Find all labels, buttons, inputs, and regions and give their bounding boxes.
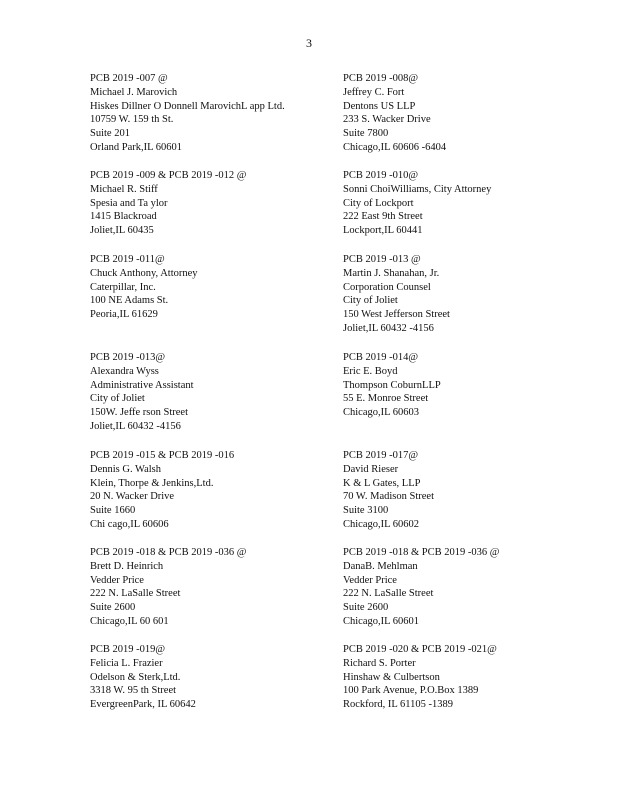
entry-address-line: 222 East 9th Street (343, 211, 423, 223)
service-list (90, 72, 530, 723)
entry-docket-line: PCB 2019 -019@ (90, 644, 166, 655)
entry-address-line: Joliet,IL 60432 -4156 (90, 420, 181, 432)
service-entry (90, 72, 343, 169)
service-entry (343, 546, 530, 643)
entry-address-line: Suite 7800 (343, 128, 389, 140)
entry-address-line: 233 S. Wacker Drive (343, 114, 431, 126)
entry-address-line: Administrative Assistant (90, 379, 194, 391)
entry-docket-line: PCB 2019 -011@ (90, 254, 165, 265)
entry-address-line: Dentons US LLP (343, 100, 416, 112)
entry-address-line: Chicago,IL 60601 (343, 615, 420, 627)
entry-address-line: Chicago,IL 60606 -6404 (343, 141, 447, 153)
entry-address-line: Rockford, IL 61105 -1389 (343, 699, 454, 711)
entry-address-line: Suite 201 (90, 128, 130, 140)
entry-docket-line: PCB 2019 -013@ (90, 352, 166, 363)
entry-name-line: Eric E. Boyd (343, 365, 398, 377)
entry-address-line: Suite 3100 (343, 505, 389, 517)
entry-address-line: Suite 1660 (90, 505, 136, 517)
entry-docket-line: PCB 2019 -013 @ (343, 254, 421, 265)
entry-address-line: 100 Park Avenue, P.O.Box 1389 (343, 685, 479, 697)
service-entry (90, 169, 343, 253)
entry-name-line: DanaB. Mehlman (343, 560, 418, 572)
entry-docket-line: PCB 2019 -007 @ (90, 73, 168, 84)
entry-address-line: Corporation Counsel (343, 281, 431, 293)
entry-address-line: City of Joliet (90, 393, 145, 405)
entry-address-line: K & L Gates, LLP (343, 477, 421, 489)
service-entry (90, 449, 343, 546)
entry-name-line: Martin J. Shanahan, Jr. (343, 267, 440, 279)
service-entry (90, 253, 343, 351)
entry-address-line: Joliet,IL 60435 (90, 225, 154, 237)
entry-name-line: Chuck Anthony, Attorney (90, 267, 198, 279)
entry-name-line: Michael J. Marovich (90, 86, 178, 98)
entry-name-line: Alexandra Wyss (90, 365, 159, 377)
entry-docket-line: PCB 2019 -010@ (343, 170, 419, 181)
entry-address-line: Chicago,IL 60602 (343, 518, 420, 530)
entry-address-line: Lockport,IL 60441 (343, 225, 423, 237)
entry-address-line: 70 W. Madison Street (343, 491, 434, 503)
entry-name-line: Dennis G. Walsh (90, 463, 161, 475)
entry-address-line: Hiskes Dillner O Donnell MarovichL app Ltd. (90, 100, 285, 112)
entry-docket-line: PCB 2019 -014@ (343, 352, 419, 363)
entry-docket-line: PCB 2019 -009 & PCB 2019 -012 @ (90, 170, 247, 181)
entry-address-line: Suite 2600 (343, 602, 389, 614)
entry-address-line: City of Lockport (343, 197, 414, 209)
service-entry (343, 449, 530, 546)
entry-docket-line: PCB 2019 -008@ (343, 73, 419, 84)
entry-address-line: Klein, Thorpe & Jenkins,Ltd. (90, 477, 214, 489)
entry-docket-line: PCB 2019 -018 & PCB 2019 -036 @ (343, 547, 500, 558)
entry-address-line: 222 N. LaSalle Street (343, 588, 434, 600)
entry-address-line: City of Joliet (343, 295, 398, 307)
entry-address-line: Chicago,IL 60603 (343, 407, 420, 419)
entry-name-line: Sonni ChoiWilliams, City Attorney (343, 183, 492, 195)
entry-address-line: Chi cago,IL 60606 (90, 518, 169, 530)
entry-address-line: Odelson & Sterk,Ltd. (90, 671, 181, 683)
service-entry (90, 351, 343, 449)
entry-address-line: Caterpillar, Inc. (90, 281, 156, 293)
entry-docket-line: PCB 2019 -015 & PCB 2019 -016 (90, 450, 235, 461)
service-entry (343, 351, 530, 449)
entry-address-line: 20 N. Wacker Drive (90, 491, 175, 503)
entry-name-line: Richard S. Porter (343, 657, 416, 669)
entry-address-line: 10759 W. 159 th St. (90, 114, 174, 126)
entry-name-line: Brett D. Heinrich (90, 560, 164, 572)
entry-address-line: 150 West Jefferson Street (343, 309, 450, 321)
entry-address-line: Orland Park,IL 60601 (90, 141, 183, 153)
entry-docket-line: PCB 2019 -020 & PCB 2019 -021@ (343, 644, 497, 655)
entry-address-line: Vedder Price (90, 574, 144, 586)
entry-address-line: 3318 W. 95 th Street (90, 685, 177, 697)
entry-address-line: Joliet,IL 60432 -4156 (343, 322, 434, 334)
page-number: 3 (306, 36, 312, 50)
service-entry (343, 253, 530, 351)
service-entry (343, 72, 530, 169)
entry-address-line: Thompson CoburnLLP (343, 379, 441, 391)
entry-address-line: Vedder Price (343, 574, 397, 586)
entry-name-line: David Rieser (343, 463, 399, 475)
entry-address-line: 100 NE Adams St. (90, 295, 169, 307)
entry-name-line: Felicia L. Frazier (90, 657, 163, 669)
entry-name-line: Michael R. Stiff (90, 183, 158, 195)
entry-docket-line: PCB 2019 -018 & PCB 2019 -036 @ (90, 547, 247, 558)
entry-address-line: 222 N. LaSalle Street (90, 588, 181, 600)
entry-address-line: Spesia and Ta ylor (90, 197, 168, 209)
entry-name-line: Jeffrey C. Fort (343, 86, 405, 98)
entry-address-line: Suite 2600 (90, 602, 136, 614)
entry-address-line: EvergreenPark, IL 60642 (90, 699, 196, 711)
entry-address-line: Peoria,IL 61629 (90, 309, 158, 321)
service-entry (343, 643, 530, 723)
entry-address-line: Hinshaw & Culbertson (343, 671, 440, 683)
entry-address-line: 150W. Jeffe rson Street (90, 407, 188, 419)
service-entry (90, 643, 343, 723)
entry-address-line: 55 E. Monroe Street (343, 393, 429, 405)
entry-address-line: 1415 Blackroad (90, 211, 157, 223)
service-entry (90, 546, 343, 643)
service-entry (343, 169, 530, 253)
entry-address-line: Chicago,IL 60 601 (90, 615, 169, 627)
entry-docket-line: PCB 2019 -017@ (343, 450, 419, 461)
